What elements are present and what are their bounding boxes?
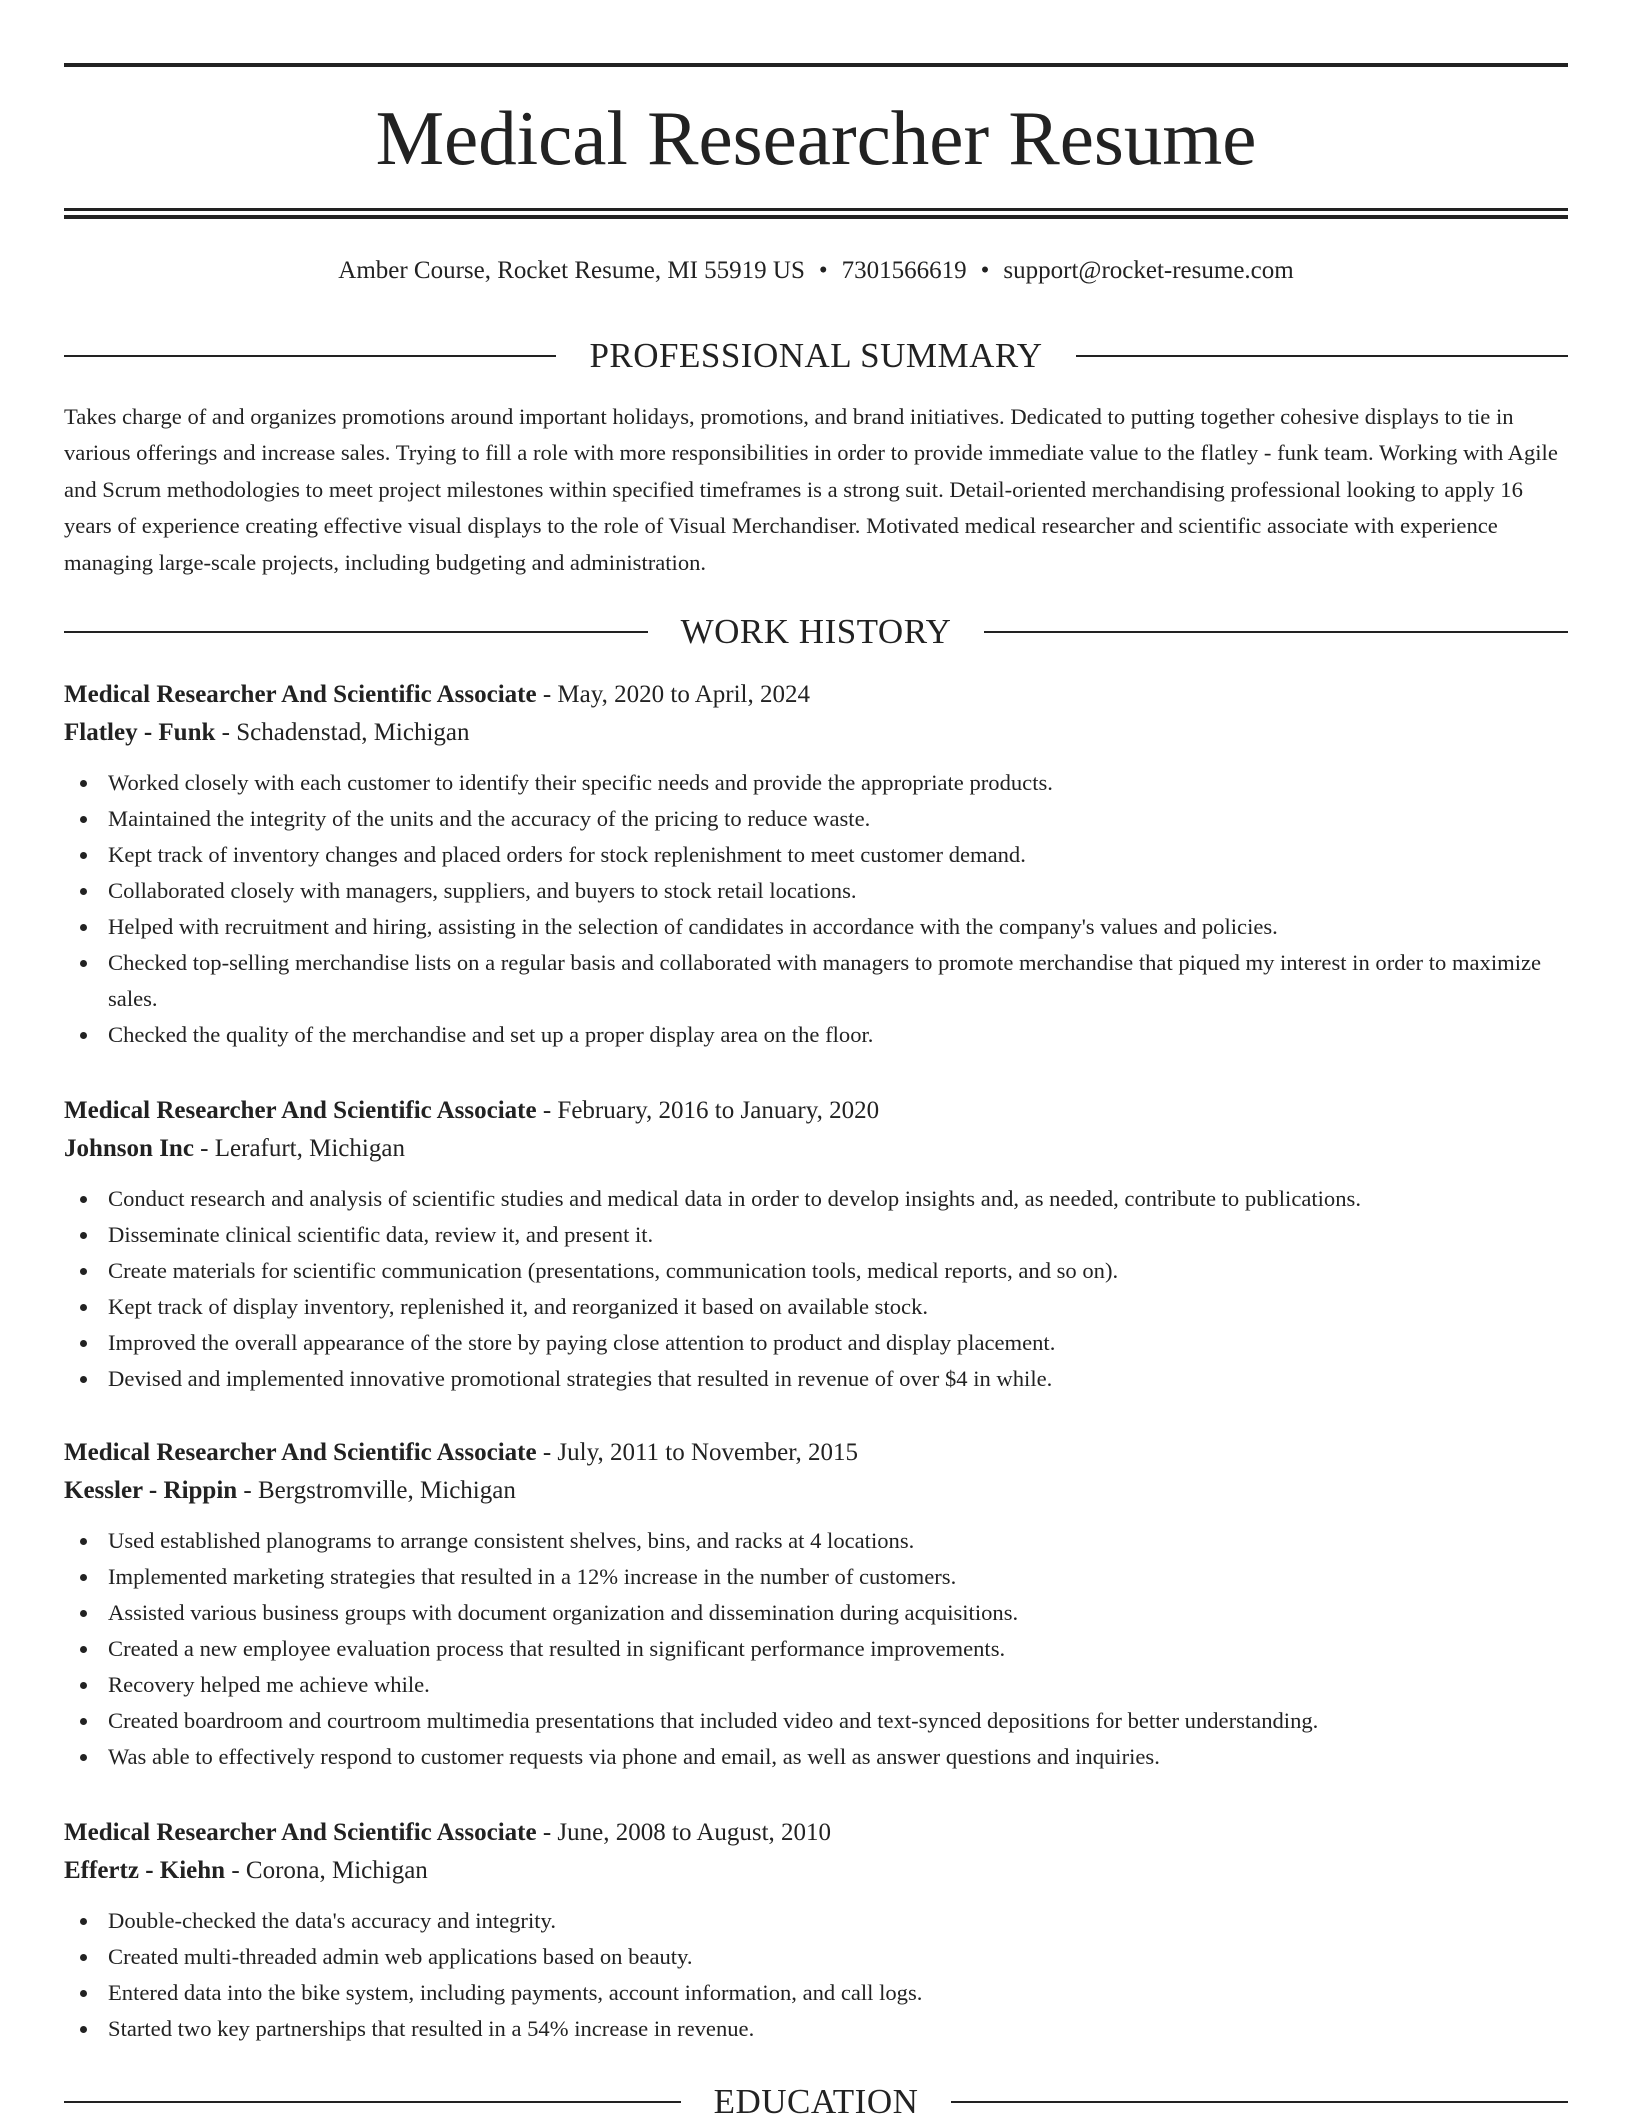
header-double-rule-upper [64,208,1568,211]
job-bullet: Devised and implemented innovative promotional strategies that resulted in revenue of over $4 in while. [64,1361,1568,1397]
job-bullet: Kept track of inventory changes and placed orders for stock replenishment to meet customer demand. [64,837,1568,873]
job-title-line [64,676,1568,714]
job-company: Johnson Inc [64,1135,194,1162]
job-company-line [64,1852,1568,1890]
contact-phone: 7301566619 [841,257,967,284]
job-bullet: Collaborated closely with managers, suppliers, and buyers to stock retail locations. [64,873,1568,909]
job-location: - Lerafurt, Michigan [193,1135,405,1162]
section-heading-label: EDUCATION [713,2082,919,2121]
section-heading-education [64,2080,1568,2124]
job-bullet: Assisted various business groups with document organization and dissemination during acquisitions. [64,1595,1568,1631]
job-dates: - May, 2020 to April, 2024 [536,681,810,708]
job-location: - Schadenstad, Michigan [215,719,470,746]
job-location: - Corona, Michigan [225,1857,428,1884]
job-bullet: Double-checked the data's accuracy and integrity. [64,1903,1568,1939]
section-heading-label: PROFESSIONAL SUMMARY [589,336,1043,375]
job-entry [64,1092,1568,1397]
job-company: Flatley - Funk [64,719,216,746]
section-heading-work-history [64,610,1568,654]
job-bullet: Checked top-selling merchandise lists on a regular basis and collaborated with managers to promote merchandise that piqued my interest in order to maximize sales. [64,945,1568,1017]
header-top-rule [64,63,1568,67]
contact-separator: • [818,257,828,284]
section-rule-left [64,2101,681,2103]
job-bullet: Conduct research and analysis of scientific studies and medical data in order to develop insights and, as needed, contribute to publications. [64,1181,1568,1217]
job-bullet-list [64,765,1568,1053]
job-company: Effertz - Kiehn [64,1857,226,1884]
job-title-line [64,1814,1568,1852]
job-entry [64,1434,1568,1775]
job-bullet: Entered data into the bike system, including payments, account information, and call logs. [64,1975,1568,2011]
job-bullet: Maintained the integrity of the units and the accuracy of the pricing to reduce waste. [64,801,1568,837]
job-company-line [64,1130,1568,1168]
job-bullet-list [64,1181,1568,1397]
job-title: Medical Researcher And Scientific Associate [64,681,537,708]
job-bullet: Created multi-threaded admin web applications based on beauty. [64,1939,1568,1975]
job-bullet: Create materials for scientific communication (presentations, communication tools, medical reports, and so on). [64,1253,1568,1289]
job-entry [64,676,1568,1053]
job-dates: - February, 2016 to January, 2020 [536,1097,880,1124]
job-bullet: Started two key partnerships that resulted in a 54% increase in revenue. [64,2011,1568,2047]
section-heading-summary [64,334,1568,378]
job-bullet: Disseminate clinical scientific data, review it, and present it. [64,1217,1568,1253]
contact-separator: • [980,257,990,284]
job-title-line [64,1434,1568,1472]
job-bullet: Was able to effectively respond to customer requests via phone and email, as well as answer questions and inquiries. [64,1739,1568,1775]
section-rule-right [984,631,1568,633]
header-double-rule-lower [64,215,1568,219]
contact-email: support@rocket-resume.com [1003,257,1294,284]
page-title: Medical Researcher Resume [375,95,1257,181]
job-dates: - June, 2008 to August, 2010 [536,1819,832,1846]
job-title-line [64,1092,1568,1130]
job-bullet-list [64,1523,1568,1775]
job-company: Kessler - Rippin [64,1477,238,1504]
job-bullet: Implemented marketing strategies that resulted in a 12% increase in the number of customers. [64,1559,1568,1595]
section-rule-right [1076,355,1568,357]
professional-summary-text: Takes charge of and organizes promotions around important holidays, promotions, and brand initiatives. Dedicated to putting together cohesive displays to tie in various offerings and increase sales. Trying to fill a role with more responsibilities in order to provide immediate value to the flatley - funk team. Working with Agile and Scrum methodologies to meet project milestones within specified timeframes is a strong suit. Detail-oriented merchandising professional looking to apply 16 years of experience creating effective visual displays to the role of Visual Merchandiser. Motivated medical researcher and scientific associate with experience managing large-scale projects, including budgeting and administration. [64,404,1558,575]
contact-address: Amber Course, Rocket Resume, MI 55919 US [338,257,805,284]
job-company-line [64,714,1568,752]
job-title: Medical Researcher And Scientific Associate [64,1819,537,1846]
section-rule-left [64,355,556,357]
job-bullet-list [64,1903,1568,2047]
job-title: Medical Researcher And Scientific Associate [64,1097,537,1124]
section-rule-left [64,631,648,633]
job-bullet: Used established planograms to arrange consistent shelves, bins, and racks at 4 locations. [64,1523,1568,1559]
job-location: - Bergstromville, Michigan [237,1477,516,1504]
job-entry [64,1814,1568,2047]
job-bullet: Improved the overall appearance of the store by paying close attention to product and display placement. [64,1325,1568,1361]
job-bullet: Created boardroom and courtroom multimedia presentations that included video and text-synced depositions for better understanding. [64,1703,1568,1739]
job-bullet: Checked the quality of the merchandise and set up a proper display area on the floor. [64,1017,1568,1053]
job-dates: - July, 2011 to November, 2015 [536,1439,859,1466]
job-bullet: Worked closely with each customer to identify their specific needs and provide the appropriate products. [64,765,1568,801]
section-rule-right [951,2101,1568,2103]
contact-line [64,254,1568,288]
job-company-line [64,1472,1568,1510]
job-bullet: Recovery helped me achieve while. [64,1667,1568,1703]
section-heading-label: WORK HISTORY [680,612,952,651]
job-bullet: Kept track of display inventory, replenished it, and reorganized it based on available stock. [64,1289,1568,1325]
job-bullet: Created a new employee evaluation process that resulted in significant performance improvements. [64,1631,1568,1667]
job-title: Medical Researcher And Scientific Associate [64,1439,537,1466]
job-bullet: Helped with recruitment and hiring, assisting in the selection of candidates in accordance with the company's values and policies. [64,909,1568,945]
